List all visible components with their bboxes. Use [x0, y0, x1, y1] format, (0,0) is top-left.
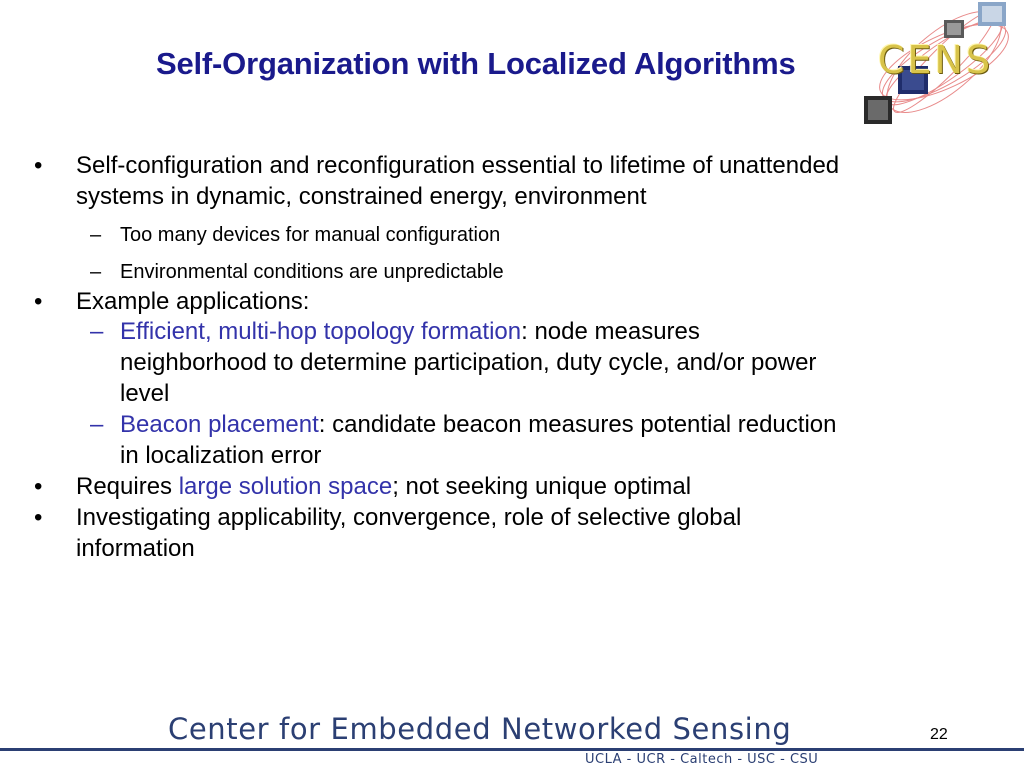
- footer-center-name: Center for Embedded Networked Sensing: [168, 712, 792, 746]
- bullet-text: information: [76, 535, 195, 562]
- dash-marker: –: [90, 261, 102, 283]
- body-text: : node measures: [521, 318, 700, 345]
- cens-logo-text: CENS: [878, 38, 994, 82]
- page-number: 22: [930, 726, 948, 743]
- footer-institutions: UCLA - UCR - Caltech - USC - CSU: [585, 752, 819, 767]
- body-text: : candidate beacon measures potential reduction: [318, 411, 837, 438]
- body-text: ; not seeking unique optimal: [392, 473, 692, 500]
- footer-divider: [0, 748, 1024, 751]
- bullet-text: systems in dynamic, constrained energy, environment: [76, 183, 647, 210]
- sub-bullet-text: neighborhood to determine participation, duty cycle, and/or power: [120, 349, 817, 376]
- dash-marker: –: [90, 318, 104, 345]
- bullet-marker: •: [34, 288, 43, 315]
- bullet-text: [76, 471, 691, 502]
- sub-bullet-text: [120, 409, 836, 440]
- highlight-text: Beacon placement: [120, 411, 319, 438]
- sub-bullet-text: level: [120, 380, 170, 407]
- bullet-marker: •: [34, 152, 43, 179]
- sub-bullet-text: Environmental conditions are unpredictable: [120, 261, 504, 283]
- sub-bullet-text: [120, 316, 700, 347]
- dash-marker: –: [90, 224, 102, 246]
- slide-title: Self-Organization with Localized Algorithms: [156, 46, 796, 81]
- bullet-text: Self-configuration and reconfiguration essential to lifetime of unattended: [76, 152, 840, 179]
- bullet-text: Example applications:: [76, 288, 310, 315]
- highlight-text: large solution space: [178, 473, 393, 500]
- body-text: Requires: [76, 473, 179, 500]
- highlight-text: Efficient, multi-hop topology formation: [120, 318, 522, 345]
- bullet-text: Investigating applicability, convergence, role of selective global: [76, 504, 742, 531]
- bullet-marker: •: [34, 504, 43, 531]
- sub-bullet-text: in localization error: [120, 442, 322, 469]
- dash-marker: –: [90, 411, 104, 438]
- sub-bullet-text: Too many devices for manual configuration: [120, 224, 501, 246]
- bullet-marker: •: [34, 473, 43, 500]
